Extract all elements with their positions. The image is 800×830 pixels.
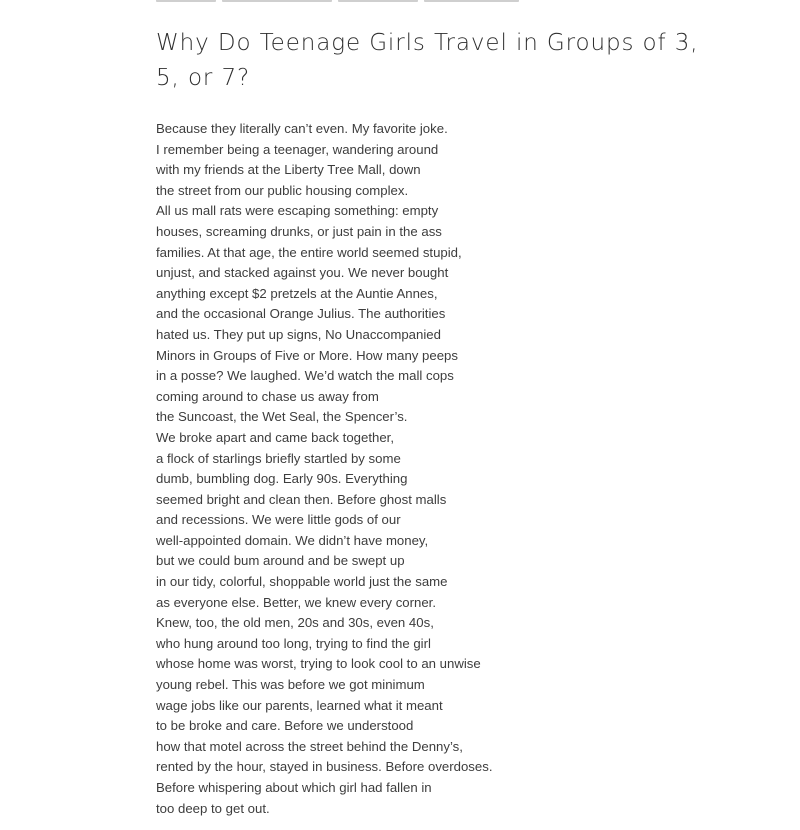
poem-line: a flock of starlings briefly startled by some — [156, 450, 401, 466]
poem-line: dumb, bumbling dog. Early 90s. Everything — [156, 471, 408, 487]
poem-line: seemed bright and clean then. Before ghost malls — [156, 491, 447, 507]
poem-line: coming around to chase us away from — [156, 388, 379, 404]
poem-line: to be broke and care. Before we understood — [156, 718, 414, 734]
poem-line: too deep to get out. — [156, 800, 270, 816]
poem-line: and recessions. We were little gods of our — [156, 512, 401, 528]
poem-line: We broke apart and came back together, — [156, 429, 395, 445]
poem-line: Because they literally can’t even. My favorite joke. — [156, 121, 448, 136]
poem-line: well-appointed domain. We didn’t have money, — [156, 532, 429, 548]
poem-line: in our tidy, colorful, shoppable world just the same — [156, 574, 448, 590]
poem-line: whose home was worst, trying to look cool to an unwise — [156, 656, 481, 672]
poem-line: in a posse? We laughed. We’d watch the mall cops — [156, 368, 454, 384]
poem-line: with my friends at the Liberty Tree Mall, down — [156, 162, 421, 178]
poem-line: Before whispering about which girl had fallen in — [156, 780, 432, 795]
poem-line: who hung around too long, trying to find the girl — [156, 635, 431, 651]
poem-line: houses, screaming drunks, or just pain in the ass — [156, 223, 442, 239]
poem-line: young rebel. This was before we got minimum — [156, 677, 425, 693]
poem-line: families. At that age, the entire world seemed stupid, — [156, 244, 462, 260]
poem-body — [156, 119, 736, 819]
poem-line: Knew, too, the old men, 20s and 30s, even 40s, — [156, 615, 434, 631]
poem-line: Minors in Groups of Five or More. How many peeps — [156, 347, 458, 363]
poem-line: I remember being a teenager, wandering around — [156, 141, 439, 157]
poem-line: wage jobs like our parents, learned what it meant — [156, 697, 443, 713]
poem-line: but we could bum around and be swept up — [156, 553, 405, 569]
poem-line: and the occasional Orange Julius. The authorities — [156, 306, 446, 322]
poem-line: All us mall rats were escaping something: empty — [156, 203, 439, 219]
poem-line: the Suncoast, the Wet Seal, the Spencer’s. — [156, 409, 408, 425]
poem-line: as everyone else. Better, we knew every corner. — [156, 594, 437, 610]
previous-content-edge — [156, 0, 536, 2]
poem-line: hated us. They put up signs, No Unaccompanied — [156, 326, 441, 342]
post-title: Why Do Teenage Girls Travel in Groups of 3, 5, or 7? — [156, 30, 699, 91]
poem-line: unjust, and stacked against you. We never bought — [156, 265, 449, 281]
poem-line: how that motel across the street behind the Denny’s, — [156, 738, 463, 754]
poem-line: the street from our public housing complex. — [156, 182, 409, 198]
poem-line: rented by the hour, stayed in business. Before overdoses. — [156, 759, 493, 775]
poem-line: anything except $2 pretzels at the Auntie Annes, — [156, 285, 438, 301]
post-article — [156, 26, 736, 819]
